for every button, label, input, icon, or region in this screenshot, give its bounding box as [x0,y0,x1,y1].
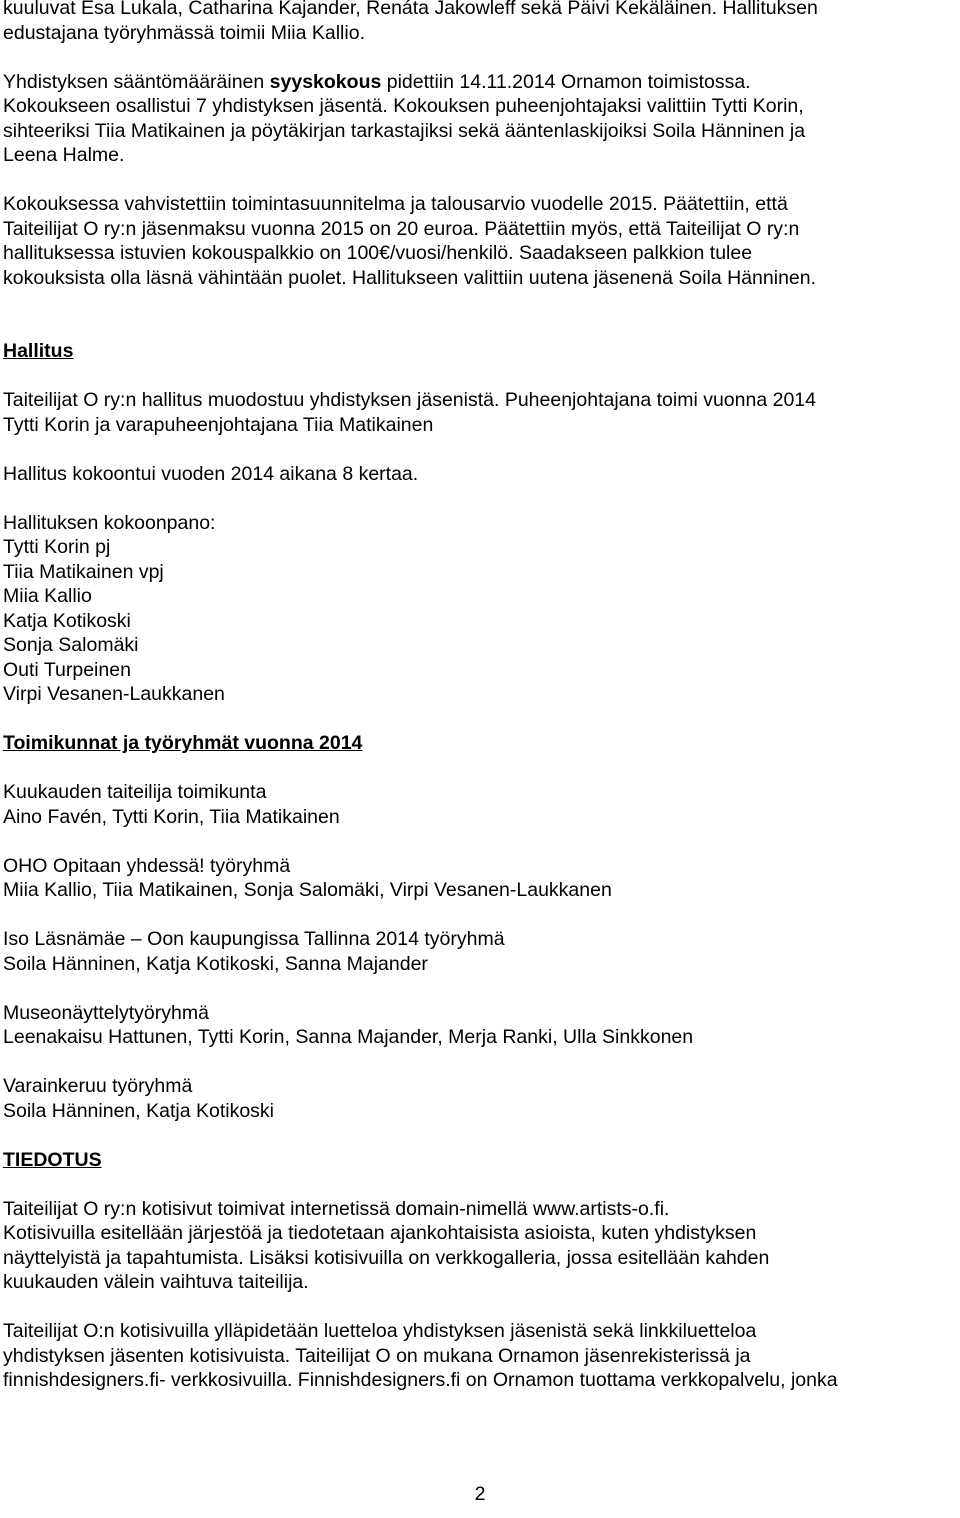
list-item: Tiia Matikainen vpj [3,560,164,583]
list-item: Tytti Korin pj [3,536,111,558]
hallitus-members-list [3,511,958,707]
working-group [3,854,958,903]
group-members: Miia Kallio, Tiia Matikainen, Sonja Salomäki, Virpi Vesanen-Laukkanen [3,879,612,901]
list-item: Miia Kallio [3,585,92,607]
intro-paragraph-3: Kokouksessa vahvistettiin toimintasuunnitelma ja talousarvio vuodelle 2015. Päätettiin, että Taiteilijat O ry:n jäsenmaksu vuonna 2015 on 20 euroa. Päätettiin myös, että Taiteilijat O ry:n hallituksessa istuvien kokouspalkkio on 100€/vuosi/henkilö. Saadakseen palkkion tulee kokouksista olla läsnä vähintään puolet. Hallitukseen valittiin uutena jäsenenä Soila Hänninen. [3,193,817,289]
working-group [3,1001,958,1050]
list-item: Katja Kotikoski [3,609,131,632]
section-heading-hallitus: Hallitus [3,340,74,362]
group-title: Iso Läsnämäe – Oon kaupungissa Tallinna 2014 työryhmä [3,928,505,950]
section-heading-toimikunnat: Toimikunnat ja työryhmät vuonna 2014 [3,732,363,754]
intro-paragraph-1: kuuluvat Esa Lukala, Catharina Kajander, Renáta Jakowleff sekä Päivi Kekäläinen. Hallituksen edustajana työryhmässä toimii Miia Kallio. [3,0,818,44]
members-list-title: Hallituksen kokoonpano: [3,511,216,534]
list-item: Virpi Vesanen-Laukkanen [3,683,225,705]
group-title: Kuukauden taiteilija toimikunta [3,781,267,803]
list-item: Outi Turpeinen [3,658,131,681]
group-members: Leenakaisu Hattunen, Tytti Korin, Sanna Majander, Merja Ranki, Ulla Sinkkonen [3,1026,694,1048]
section-heading-tiedotus: TIEDOTUS [3,1148,102,1171]
document-page [3,0,958,1393]
working-group [3,927,958,976]
group-title: Museonäyttelytyöryhmä [3,1001,209,1024]
group-title: Varainkeruu työryhmä [3,1075,193,1097]
working-group [3,780,958,829]
syyskokous-text-before: Yhdistyksen sääntömääräinen [3,70,270,93]
intro-paragraph-syyskokous [3,70,958,168]
group-members: Aino Favén, Tytti Korin, Tiia Matikainen [3,805,340,828]
hallitus-paragraph-1: Taiteilijat O ry:n hallitus muodostuu yhdistyksen jäsenistä. Puheenjohtajana toimi vuonna 2014 Tytti Korin ja varapuheenjohtajana Tiia Matikainen [3,389,816,436]
page-number: 2 [474,1483,486,1505]
group-members: Soila Hänninen, Katja Kotikoski [3,1099,274,1122]
list-item: Sonja Salomäki [3,634,139,656]
group-members: Soila Hänninen, Katja Kotikoski, Sanna Majander [3,952,428,975]
tiedotus-paragraph-1: Taiteilijat O ry:n kotisivut toimivat internetissä domain-nimellä www.artists-o.fi. Kotisivuilla esitellään järjestöä ja tiedotetaan ajankohtaisista asioista, kuten yhdistyksen näyttelyistä ja tapahtumista. Lisäksi kotisivuilla on verkkogalleria, jossa esitellään kahden kuukauden välein vaihtuva taiteilija. [3,1197,770,1293]
group-title: OHO Opitaan yhdessä! työryhmä [3,854,291,877]
syyskokous-text-after: pidettiin 14.11.2014 Ornamon toimistossa. Kokoukseen osallistui 7 yhdistyksen jäsentä. Kokouksen puheenjohtajaksi valittiin Tytti Korin, sihteeriksi Tiia Matikainen ja pöytäkirjan tarkastajiksi sekä ääntenlaskijoiksi Soila Hänninen ja Leena Halme. [3,70,806,166]
working-group [3,1074,958,1123]
syyskokous-bold: syyskokous [269,70,382,93]
tiedotus-paragraph-2: Taiteilijat O:n kotisivuilla ylläpidetään luetteloa yhdistyksen jäsenistä sekä linkkiluetteloa yhdistyksen jäsenten kotisivuista. Taiteilijat O on mukana Ornamon jäsenrekisterissä ja finnishdesigners.fi- verkkosivuilla. Finnishdesigners.fi on Ornamon tuottama verkkopalvelu, jonka [3,1320,838,1391]
hallitus-paragraph-2: Hallitus kokoontui vuoden 2014 aikana 8 kertaa. [3,462,419,485]
